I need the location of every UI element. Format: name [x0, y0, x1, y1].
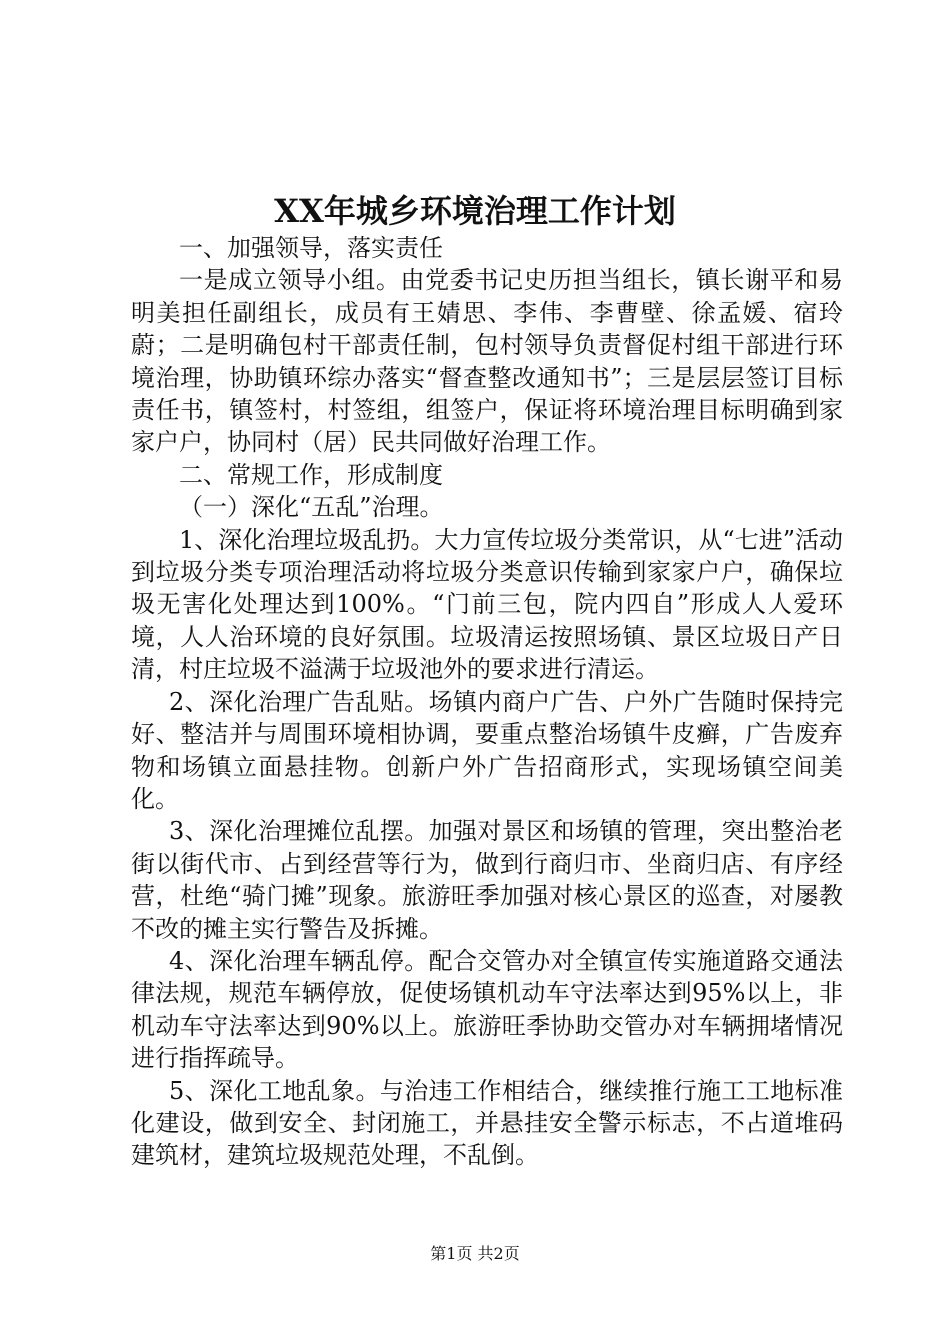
- paragraph-stalls: 3、深化治理摊位乱摆。加强对景区和场镇的管理，突出整治老街以街代市、占到经营等行为，做到行商归市、坐商归店、有序经营，杜绝“骑门摊”现象。旅游旺季加强对核心景区的巡查，对屡教不改的摊主实行警告及拆摊。: [131, 817, 843, 943]
- paragraph-parking: 4、深化治理车辆乱停。配合交管办对全镇宣传实施道路交通法律法规，规范车辆停放，促使场镇机动车守法率达到95%以上，非机动车守法率达到90%以上。旅游旺季协助交管办对车辆拥堵情况进行指挥疏导。: [131, 946, 843, 1073]
- paragraph-leadership: 一是成立领导小组。由党委书记史历担当组长，镇长谢平和易明美担任副组长，成员有王婧思、李伟、李曹壁、徐孟媛、宿玲蔚；二是明确包村干部责任制，包村领导负责督促村组干部进行环境治理，协助镇环综办落实“督查整改通知书”；三是层层签订目标责任书，镇签村，村签组，组签户，保证将环境治理目标明确到家家户户，协同村（居）民共同做好治理工作。: [131, 266, 843, 457]
- section-heading-1: 一、加强领导，落实责任: [179, 234, 443, 262]
- paragraph-construction: 5、深化工地乱象。与治违工作相结合，继续推行施工工地标准化建设，做到安全、封闭施工，并悬挂安全警示标志，不占道堆码建筑材，建筑垃圾规范处理，不乱倒。: [131, 1076, 843, 1170]
- section-heading-2: 二、常规工作，形成制度: [179, 460, 443, 489]
- page-number-footer: 第1页 共2页: [430, 1244, 520, 1263]
- document-body: [131, 232, 843, 1172]
- paragraph-advertising: 2、深化治理广告乱贴。场镇内商户广告、户外广告随时保持完好、整洁并与周围环境相协调，要重点整治场镇牛皮癣，广告废弃物和场镇立面悬挂物。创新户外广告招商形式，实现场镇空间美化。: [131, 687, 843, 813]
- paragraph-garbage: 1、深化治理垃圾乱扔。大力宣传垃圾分类常识，从“七进”活动到垃圾分类专项治理活动将垃圾分类意识传输到家家户户，确保垃圾无害化处理达到100%。“门前三包，院内四自”形成人人爱环境，人人治环境的良好氛围。垃圾清运按照场镇、景区垃圾日产日清，村庄垃圾不溢满于垃圾池外的要求进行清运。: [131, 525, 843, 684]
- document-title: XX年城乡环境治理工作计划: [274, 192, 676, 230]
- subsection-heading-wuluan: （一）深化“五乱”治理。: [179, 493, 444, 522]
